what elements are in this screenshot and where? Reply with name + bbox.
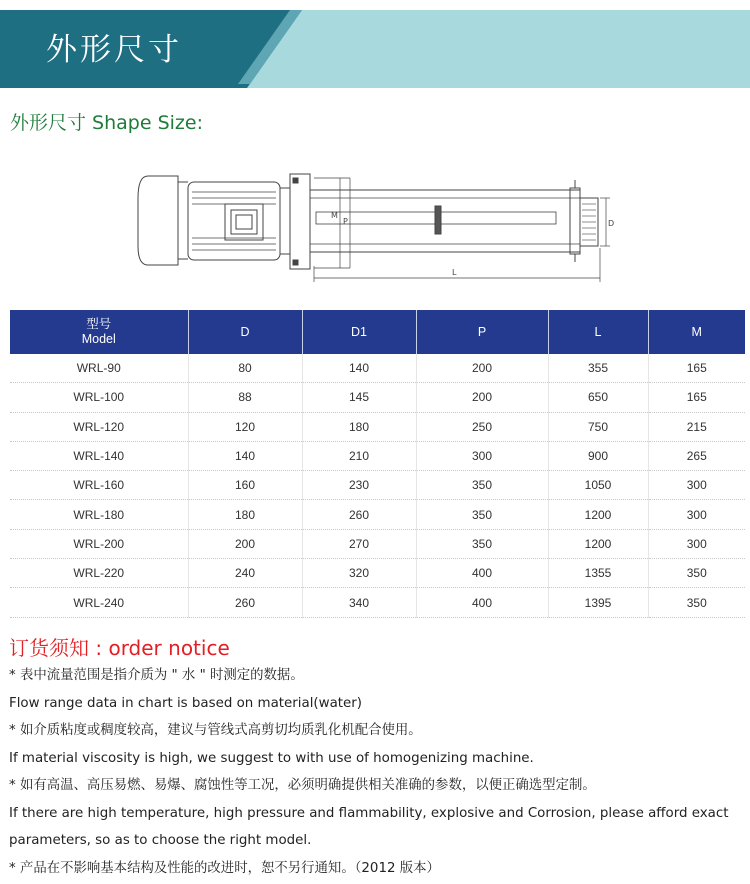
cell-m: 350 bbox=[648, 588, 745, 617]
cell-m: 300 bbox=[648, 471, 745, 500]
cell-model: WRL-100 bbox=[10, 383, 188, 412]
cell-model: WRL-160 bbox=[10, 471, 188, 500]
notice-line: * 如介质粘度或稠度较高，建议与管线式高剪切均质乳化机配合使用。 bbox=[9, 723, 422, 738]
section-title: 外形尺寸 Shape Size: bbox=[10, 112, 203, 134]
table-row bbox=[10, 383, 745, 412]
header-d1: D1 bbox=[302, 310, 416, 354]
specification-table bbox=[10, 310, 745, 618]
cell-m: 215 bbox=[648, 412, 745, 441]
table-row bbox=[10, 588, 745, 617]
cell-m: 350 bbox=[648, 559, 745, 588]
cell-d: 120 bbox=[188, 412, 302, 441]
cell-d: 200 bbox=[188, 529, 302, 558]
notice-line: parameters, so as to choose the right model. bbox=[9, 833, 312, 848]
header-p: P bbox=[416, 310, 548, 354]
cell-d: 80 bbox=[188, 354, 302, 383]
cell-l: 355 bbox=[548, 354, 648, 383]
order-notice-title: 订货须知 : order notice bbox=[9, 636, 230, 660]
cell-d1: 210 bbox=[302, 441, 416, 470]
cell-p: 250 bbox=[416, 412, 548, 441]
header-banner bbox=[0, 0, 750, 88]
notice-line: If there are high temperature, high pressure and flammability, explosive and Corrosion, please afford exact bbox=[9, 805, 729, 821]
cell-p: 350 bbox=[416, 529, 548, 558]
cell-m: 165 bbox=[648, 383, 745, 412]
table-row bbox=[10, 500, 745, 529]
cell-p: 400 bbox=[416, 559, 548, 588]
cell-model: WRL-90 bbox=[10, 354, 188, 383]
cell-d1: 340 bbox=[302, 588, 416, 617]
cell-model: WRL-140 bbox=[10, 441, 188, 470]
cell-l: 750 bbox=[548, 412, 648, 441]
cell-p: 200 bbox=[416, 383, 548, 412]
header-l: L bbox=[548, 310, 648, 354]
cell-p: 350 bbox=[416, 500, 548, 529]
notice-line: * 如有高温、高压易燃、易爆、腐蚀性等工况，必须明确提供相关准确的参数，以便正确选型定制。 bbox=[9, 778, 596, 793]
cell-d1: 320 bbox=[302, 559, 416, 588]
cell-d1: 270 bbox=[302, 529, 416, 558]
notice-line: * 表中流量范围是指介质为 " 水 " 时测定的数据。 bbox=[9, 668, 304, 683]
motor-body bbox=[188, 182, 280, 260]
table-row bbox=[10, 471, 745, 500]
cell-d1: 180 bbox=[302, 412, 416, 441]
cell-m: 265 bbox=[648, 441, 745, 470]
dim-label-d: D bbox=[608, 219, 615, 228]
dim-label-m: M bbox=[331, 211, 338, 220]
header-model-zh: 型号 bbox=[86, 317, 112, 331]
cell-p: 300 bbox=[416, 441, 548, 470]
motor-cap bbox=[138, 176, 178, 265]
mounting-flange bbox=[290, 174, 310, 269]
cell-l: 1050 bbox=[548, 471, 648, 500]
cell-model: WRL-240 bbox=[10, 588, 188, 617]
header-model bbox=[10, 310, 188, 354]
table-row bbox=[10, 559, 745, 588]
cell-model: WRL-180 bbox=[10, 500, 188, 529]
header-d: D bbox=[188, 310, 302, 354]
cell-l: 650 bbox=[548, 383, 648, 412]
notice-line: * 产品在不影响基本结构及性能的改进时，恕不另行通知。（2012 版本） bbox=[9, 860, 440, 876]
table-row bbox=[10, 529, 745, 558]
cell-d1: 145 bbox=[302, 383, 416, 412]
header-m: M bbox=[648, 310, 745, 354]
banner-title: 外形尺寸 bbox=[46, 32, 182, 68]
cell-l: 1200 bbox=[548, 500, 648, 529]
cell-m: 300 bbox=[648, 500, 745, 529]
cell-l: 1200 bbox=[548, 529, 648, 558]
dim-label-l: L bbox=[452, 268, 457, 277]
shaft-tube bbox=[310, 190, 580, 252]
cell-d: 160 bbox=[188, 471, 302, 500]
cell-d1: 140 bbox=[302, 354, 416, 383]
dim-label-p: P bbox=[343, 217, 348, 226]
cell-model: WRL-200 bbox=[10, 529, 188, 558]
cell-m: 165 bbox=[648, 354, 745, 383]
cell-model: WRL-120 bbox=[10, 412, 188, 441]
cell-d: 140 bbox=[188, 441, 302, 470]
table-row bbox=[10, 354, 745, 383]
order-notice-list bbox=[9, 662, 744, 882]
cell-d: 240 bbox=[188, 559, 302, 588]
cell-d1: 260 bbox=[302, 500, 416, 529]
table-row bbox=[10, 412, 745, 441]
cell-model: WRL-220 bbox=[10, 559, 188, 588]
cell-d: 180 bbox=[188, 500, 302, 529]
notice-line: If material viscosity is high, we suggest to with use of homogenizing machine. bbox=[9, 750, 534, 766]
cell-l: 1395 bbox=[548, 588, 648, 617]
header-model-en: Model bbox=[81, 332, 116, 346]
table-header-row bbox=[10, 310, 745, 354]
cell-l: 1355 bbox=[548, 559, 648, 588]
cell-p: 400 bbox=[416, 588, 548, 617]
cell-d: 88 bbox=[188, 383, 302, 412]
notice-line: Flow range data in chart is based on material(water) bbox=[9, 695, 363, 711]
pump-dimension-drawing bbox=[130, 168, 630, 283]
cell-p: 200 bbox=[416, 354, 548, 383]
cell-d: 260 bbox=[188, 588, 302, 617]
cell-d1: 230 bbox=[302, 471, 416, 500]
table-row bbox=[10, 441, 745, 470]
cell-p: 350 bbox=[416, 471, 548, 500]
cell-l: 900 bbox=[548, 441, 648, 470]
cell-m: 300 bbox=[648, 529, 745, 558]
